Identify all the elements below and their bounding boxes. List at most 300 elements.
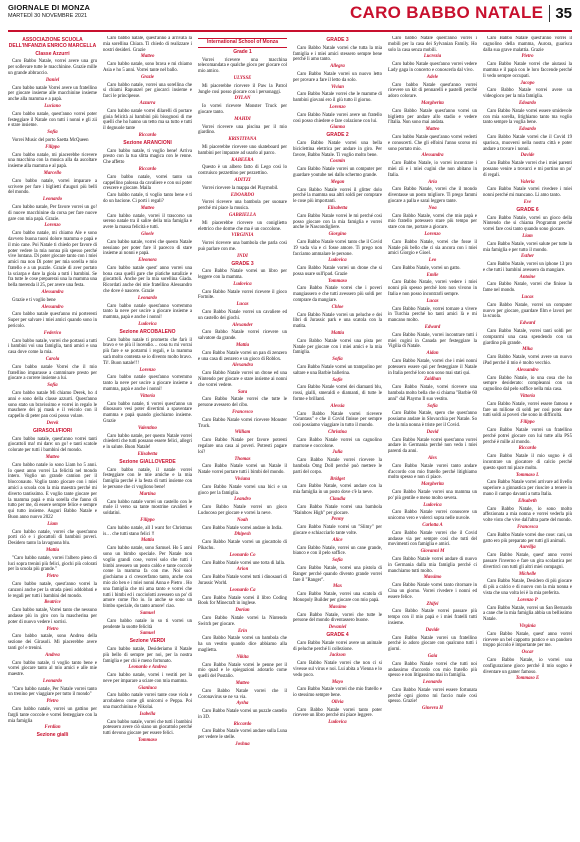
letter-signature: Tommaso L	[515, 472, 540, 478]
letter-text: Caro Babbo Natale vorrei un puzzle castello in 3D.	[198, 709, 287, 720]
letter-text: Caro babbo natale, mi chiamo Ale e sono davvero buona tuoni dolore mamma e papà e il mio cane. Poi Natale ti chiedo per favore di poter vedere la mia nonna più spesso perché vive lontana. Di poter giocare tanto con i miei amici ma non Di poter per mia sorella e mio fratello e a un puzzle. Grazie di aver portato la sciarpa e dare la gioia a tutti i bambini. Se fra tutte le cose preparerai una la mamma una bella merenda il 25, per avere una festa.	[8, 231, 97, 289]
letter-text: Caro babbo natale Mi chiamo Derek, ho 4 anni e sono della classe azzurri. Quest'anno sono stato un bravissimo e vorrei in regalo le maschere dei pj mask e il veicolo con il cappello di peter pan così posso volare.	[8, 391, 97, 420]
letter-signature: Carlotta A	[422, 522, 443, 528]
letter-text: Caro Babbo Natale vorrei una bici e un gioco per la famiglia.	[198, 484, 287, 496]
letter-text: Caro Babbo Natale vorrei ricevere Monster Truck.	[198, 417, 287, 429]
letter-text: Caro Babbo Natale vorrei un Natale il Natale vorrei portare tutti i bimbi del mondo.	[198, 464, 287, 476]
letter-text: Caro Babbo Natale, vorrei un computer nuovo per giocare, guardare film e lavori per la scuola.	[483, 302, 572, 320]
letter-signature: Davide	[520, 153, 535, 159]
letter-signature: Grazie	[140, 74, 155, 80]
letter-signature: Ginevra H	[422, 706, 443, 712]
letter-text: Caro Babbo Natale vorrei tanto andare d'accordo con mio fratello perché litighiamo molto spesso e non ci piace.	[388, 463, 477, 481]
letter-signature: Vivian	[331, 84, 344, 90]
letter-text: Caro Babbo Natale vorrei le mi perché così posso giocare con la mia famiglia e vorrei anche le Nascondigliere.	[293, 213, 382, 231]
letter-text: Caro babbo natale, ti voglio tanto bene e vorrei giocare tanto al mio amici e alle mie maestre.	[8, 660, 97, 678]
letter-signature: Edward	[424, 325, 441, 331]
letter-signature: Sofia	[427, 403, 438, 409]
letter-text: Vorrei ricevere una bambola per suonare perché mi piace la musica.	[198, 200, 287, 212]
letter-text: Caro Babbo Natale vorrei la Nintendo Switch per giocare.	[198, 615, 287, 627]
letter-signature: Matteo	[140, 54, 155, 60]
letter-signature: Ludovica	[138, 322, 157, 328]
letter-text: Caro Babbo Natale vorrei una bambola "Rainbow High" per giocare.	[293, 504, 382, 516]
column-6	[483, 36, 572, 836]
letter-text: Caro Babbo Natale vorrei che il Coronavirus se ne va via.	[198, 688, 287, 700]
letter-signature: Vittoria	[520, 394, 535, 400]
letter-signature: Chloe	[331, 304, 344, 310]
letter-text: Caro Babbo Natale vorrei che i miei parenti possano venire a trovarci e mi portino un po' di regali.	[483, 161, 572, 178]
letter-signature: Leonardo	[42, 678, 63, 684]
letter-signature: Bridget	[330, 476, 345, 482]
letter-signature: Penny	[331, 517, 344, 523]
letter-signature: Lorenzo P	[517, 597, 538, 603]
letter-signature: VIRGINIA	[231, 233, 254, 239]
group-heading: Sezione ARANCIONI	[123, 139, 172, 146]
letter-text: Caro Babbo Natale vorrei essere fortunata perché ogni giorno mi faccio male così spesso. Grazie!	[388, 687, 477, 705]
letter-signature: Dorian	[235, 608, 250, 614]
letter-signature: Luciano	[44, 103, 61, 109]
letter-text: "Caro babbo natale, Per Natale vorrei tanto un trenino per viaggiare per tutto il mondo"	[8, 686, 97, 698]
letter-text: Caro Babbo Natale vorrei un fratellino perché io adoro giocare con qualcuno tutti i giorni.	[388, 635, 477, 653]
letter-signature: Matteo	[235, 680, 250, 686]
letter-text: Caro Babbo Natale per favore potresti regalare una casa ai poveri. Potresti pagare loi?	[198, 438, 287, 455]
letter-text: Caro Babbo Natale vorrei che il Covid 19 sparisca, muoversi nella nostra città e poter andare a trovare i nonni.	[483, 134, 572, 152]
letter-signature: Julia	[332, 450, 343, 456]
group-heading: GIRASOLI/FIORI	[33, 427, 72, 434]
letter-text: Caro Babbo Natale vorrei andare sulla Luna per vedere le stelle.	[198, 729, 287, 741]
letter-signature: Francesco	[232, 410, 253, 416]
letter-text: Caro Babbo Natale il mio sogno è di incontrare un giocatore di calcio perché questo sport mi piace molto.	[483, 454, 572, 471]
letter-text: Caro Babbo Natale vorrei un drone che si possa usare sull'ipad. Grazie	[293, 266, 382, 277]
letter-text: Caro Babbo Natale vorrei le penne per il mio quad e le spiegazioni adorarlo come quelli del Postalio.	[198, 662, 287, 680]
letter-text: Caro Babbo Natale, vorrei un cane grande, bianco e con il pelo soffice.	[293, 545, 382, 557]
letter-signature: Mattia	[330, 331, 345, 337]
letter-signature: Lorenzo	[424, 231, 441, 237]
letter-signature: Massimo	[423, 575, 442, 581]
letter-text: Caro Babbo Natale vorrei avere un animale di peluche perché li collezione.	[293, 640, 382, 652]
letter-text: Caro Babbo Natale vorrei une torta di lalla.	[202, 560, 286, 566]
letter-text: Caro babbo natale, ti voglio tanto bene e ti do un bacione. Ci porti i regali?	[103, 193, 192, 204]
letter-text: Caro babbo natale quest'anno vorremmo tanto la neve per uscire a giocare insieme a mamma, papà e anche i nonni!	[103, 375, 192, 393]
letter-text: Caro babbo natale, vorrei una sorellina che si chiami Rapunzel per giocarci insieme e farci le principesse.	[103, 82, 192, 100]
letter-text: Caro Babbo Natale, io sono molto affezionata a mia nonna e vorrei vederla più volte visto che vive dall'altra parte del mondo.	[483, 506, 572, 524]
letter-signature: Devaniel	[328, 625, 347, 631]
letter-text: Caro Babbo Natale, vorrei una scatola di Monopoly Builder per giocare con mio papà.	[293, 592, 382, 603]
letter-text: Caro babbo natale, vorrei un gattino per fargli tante coccole e vorrei festeggiare con la mia famiglia	[8, 707, 97, 724]
group-heading: Sezione ARCOBALENO	[119, 328, 176, 335]
letter-signature: Francesca	[517, 524, 538, 530]
letter-signature: Matteo	[45, 455, 60, 460]
letter-signature: Leonardo Ca	[229, 587, 256, 593]
letter-text: Caro Babbo Natale, quest' anno vorrei passare l'inverno e fare un gita scolastica per divertirci con tutti gli altri miei compagni.	[483, 553, 572, 570]
letter-signature: Virginia	[519, 623, 536, 629]
letter-signature: Jacopo	[520, 80, 535, 86]
letter-text: Caro Babbo Natale, vorrei avere un nuovo iPad perché il mio è molto vecchio.	[483, 355, 572, 367]
letter-signature: Elisabetta	[137, 452, 158, 457]
letter-text: Questo è un albero fatto di Lego così lo costruisco pezzettino per pezzettino.	[198, 165, 287, 177]
letter-signature: Alessandra	[421, 153, 444, 159]
letter-text: Caro babbo natale, sono Andrea della sezione dei Girasoli. Mi piacerebbe avere tanti go! e trenini.	[8, 634, 97, 651]
group-heading: Sezione gialli	[36, 732, 69, 739]
letter-signature: Max	[332, 584, 343, 590]
letter-signature: Edoardo	[518, 100, 537, 106]
letter-text: Caro Babbo Natale vorrei un computer per guardare youtube nei dallo schermo grande.	[293, 167, 382, 178]
letter-text: Caro Babbo Natale vorrei essere smidevole con mia sorella, litighiamo tanto ma voglio tanto sempre la voglia bene.	[483, 108, 572, 126]
letter-signature: KRISTIYANA	[228, 137, 257, 143]
letter-signature: KABEERA	[231, 157, 254, 163]
letter-text: Caro Babbo Natale vorrei che tutte le persone avessero del cibo.	[198, 397, 287, 409]
letter-text: Caro Babbo Natale, quest' anno vorrei ricevere un bel cappotto pratico e un pandoro troppo piccolo è importante per me.	[483, 631, 572, 649]
letter-text: Caro Babbo Natale, vorrei incontrare tutti i miei cugini in Canada per festeggiare la Vigilia di Natale.	[388, 332, 477, 350]
letter-signature: Giovanni M	[420, 549, 445, 555]
letter-text: Caro Babbo Natale vorrei il glitter dolo perché la mamma usa altri soldi per comprare le cose più importanti.	[293, 187, 382, 205]
letter-text: Caro Babbo Natale vorrei ricevere un salvatore da grande.	[198, 330, 287, 342]
letter-signature: Mika	[522, 347, 533, 353]
letter-text: Caro Babbo Natale vorrei avere un fratello così posso chiedere e fare colazione con lui.	[293, 112, 382, 124]
letter-signature: Zhifei	[426, 601, 439, 607]
letter-text: Caro Babbo Natale vorrei ricevere "Grantass" e che il Covid finisse per sempre così possiamo viaggiare in tutto il mondo.	[293, 411, 382, 429]
letter-text: Caro Babbo Natale vorrei tanto ritornare in Cina un giorno. Vorrei rivedere i nonni ed essere felice.	[388, 583, 477, 600]
letter-signature: Ferdian	[44, 725, 61, 731]
letter-signature: Mayo	[331, 679, 344, 685]
letter-signature: GABRIELLA	[228, 212, 257, 218]
letter-signature: Mattia	[45, 547, 60, 553]
letter-signature: Jackson	[329, 653, 346, 659]
section-banner	[350, 3, 572, 23]
letter-text: Caro babbo natale, quest'anno vorrei poter festeggiare il Natale con tutti i nonni e gli zii e stare insieme.	[8, 111, 97, 129]
letter-signature: David	[426, 429, 439, 435]
letter-signature: Ludovica	[328, 258, 347, 264]
letter-text: Caro babbo natale, il natale vorrei festeggiare con le mie amiche e la mia famiglia perché è la festa di tutti insieme con le persone che ci vogliono bene!	[103, 467, 192, 490]
letter-signature: Aidan	[426, 351, 439, 357]
letter-signature: Edward	[519, 321, 536, 327]
letter-text: Caro babbo natale, sono brava e mi chiamo Asia e ho 5 anni. Vorrei tante nel ballo.	[103, 62, 192, 73]
letter-signature: Tommaso	[137, 738, 157, 744]
letter-text: Caro babbo natale, quest'anno vorrei la canzoni anche per la strada pieni addobbati e le regali per tutti i bambini del mondo.	[8, 581, 97, 599]
letter-signature: Ludovica	[423, 502, 442, 508]
letter-signature: Arion	[236, 567, 249, 573]
letter-text: Caro Babbo Natale, spero che quest'anno possiamo andare in Slovacchia per Natale. So che la mia nonna è triste per il Covid.	[388, 411, 477, 429]
letter-text: Caro Babbo Natale vorrei un bambola che ha un vestito quando dice abbiamo alla maglietta.	[198, 636, 287, 653]
letter-signature: DYLAN	[234, 96, 251, 102]
letter-signature: Lorenzo	[139, 367, 156, 373]
letter-signature: Pietro	[46, 699, 59, 705]
letter-text: Caro Babbo Natale vorrei che mio fratello e io stessimo sempre bene.	[293, 687, 382, 699]
letter-text: Vorrei ricevere la mappa del Playmobil.	[202, 185, 279, 191]
letter-signature: Matteo	[140, 205, 155, 211]
letter-signature: Emile	[426, 272, 439, 278]
letter-signature: Alessandro	[41, 304, 64, 310]
masthead	[8, 3, 90, 19]
letter-signature: Aria	[428, 179, 437, 185]
column-3	[198, 36, 287, 836]
letter-signature: Sara	[237, 389, 248, 395]
letter-text: Caro Babbo Natale vorrei un nuovo letto per provare a fare il letto da solo.	[293, 71, 382, 83]
letter-text: Caro babbo natale quest'anno mi porteresti Super per salvare i miei amici quando sono in pericolo.	[8, 312, 97, 330]
letter-text: Caro Babbo Natale, vorrei che finisse la fame nel mondo.	[483, 282, 572, 294]
letter-text: Caro Babbo Natale, vorrei un iphone 13 pro e che tutti i bambini avessero da mangiare.	[483, 262, 572, 273]
letter-signature: Pietro	[521, 54, 534, 60]
newspaper-name: GIORNALE DI MONZA	[8, 3, 91, 12]
letter-text: Caro babbo natale, vorrei imparare a scrivere per fare i biglietti d'auguri più belli del mondo.	[8, 178, 97, 196]
letter-signature: Tommaso	[327, 278, 347, 284]
letter-text: Caro Babbo Natale vorrei un "Slimy" per giocare e schiacciarlo tante volte.	[293, 525, 382, 536]
letter-text: Caro Babbo Natale vorrei ricevere il gioco Fortnite.	[198, 289, 287, 301]
letter-signature: Beatrice	[44, 600, 61, 606]
group-heading: Sezione GIALLOVERDE	[119, 458, 176, 465]
letter-signature: Antoine	[519, 274, 536, 280]
header-rule	[8, 30, 572, 32]
letter-text: Caro babbo natale, vorrei tanto un cappellino palossa da cavaliere e con sui poter crescere e giocare. Maila	[103, 174, 192, 192]
letter-text: Caro Babbo Natale vorrei che il Covid andasse via per sempre così che tutti del movimenti con famiglia e amici.	[388, 530, 477, 548]
letter-text: Caro Babbo Natale vorrei un peluche e dei libri di Jurassic park e una scatola con la matita.	[293, 312, 382, 330]
letter-text: Vorrei ricevere una macchina telecomandata e qualche gioco per giocare col mio amico.	[198, 57, 287, 75]
letter-signature: Margherita	[421, 482, 444, 488]
letter-text: Caro Babbo Natale, vorrei essere famoso e fare un milione di soldi per così poter dare tutti soldi ai poveri che sono in difficoltà.	[483, 401, 572, 419]
letter-signature: Dhipesh	[234, 532, 251, 538]
letter-signature: Alessandra	[41, 290, 64, 296]
letter-signature: Riccardo	[518, 446, 537, 452]
letter-text: Caro babbo natale, Vorrei tanto che nessuno andasse più in giro con la mascherina per poter di nuovo vedere i sorrisi.	[8, 608, 97, 625]
letter-text: Caro Babbo Natale, io vorrei incontrare i miei zii e i miei cugini che non abitano in Italia.	[388, 161, 477, 178]
letter-signature: Riccardo	[138, 166, 157, 172]
letter-signature: MAHDI	[234, 116, 251, 122]
letter-signature: Olivia	[331, 699, 344, 705]
letter-text: Caro babbo natale, per questo Natale vorrei chiederti che tutti possano essere felici, allegri e in salute. Buon Natale!	[103, 433, 192, 451]
letter-signature: Leonardo	[422, 680, 443, 686]
letter-signature: Claudia	[329, 496, 346, 502]
letter-text: Caro Babbo Natale vorrei conoscere un unicorno vero e volerci sopra nelle nuvole.	[388, 510, 477, 522]
letter-text: Caro Babbo Natale vorrei un fratellino perché potrei giocare con lui tutte alla PS5 perché è mille al mondo.	[483, 428, 572, 445]
letter-text: Caro Babbo Natale vorrei che aiutassi la mamma e il papà con le loro faccende perché li vedo sempre occupati.	[483, 62, 572, 79]
letter-signature: Sofia	[332, 357, 343, 363]
column-5	[388, 36, 477, 836]
letter-text: Vorrei ricevere una piscina per il mio giardino.	[198, 124, 287, 136]
letter-signature: Alice	[332, 537, 343, 543]
letter-signature: Riccardo	[233, 721, 252, 727]
letter-text: Caro Babbo Natale vorrei arrivare ad livello superiore a ginnastica per riuscire a tenere in mano il campo davanti a tutta Italia.	[483, 480, 572, 497]
letter-text: Caro Babbo Natale vorrei che le mamme di bambini giovani ero il giù tutto il giorno.	[293, 92, 382, 104]
letter-text: Caro Babbo Natale, Desidero di più giocare di più a calcio e di nuovo con la mia nonna e vista che una volta lei è la mia preferita.	[483, 579, 572, 596]
letter-signature: Oscar	[521, 650, 534, 656]
letter-signature: Valentino	[138, 425, 157, 431]
letter-signature: Tommaso E	[515, 676, 540, 682]
letter-text: Caro Babbo Natale, vorrei avere una gru per sollevare tutte le macchinine. Grazie mille un grande abbraccio.	[8, 59, 97, 76]
letter-text: Caro Babbo Natale vorrei avere un videogioco per la mia famiglia.	[483, 88, 572, 100]
letter-text: Caro Babbo Natale, vorrei salute per tutte la mia famiglia e per tutto il mondo.	[483, 241, 572, 253]
letter-signature: ULYSSE	[233, 75, 252, 81]
letter-text: Caro Babbo Natale quest'anno vorrei il cagnolino della mamma, Aurora, guarisca dalla sua grave malattia. Grazie	[483, 36, 572, 53]
letter-signature: Eleonora	[138, 258, 157, 264]
letter-text: Caro Babbo Natale, vorrei che mio papà e mio fratello potessero stare più tempo per stare con me, portare a giocare.	[388, 213, 477, 231]
letter-text: Caro babbo natale, quest'anno vorrei tanti giocattoli ma! mi dare: un go! e tanti scatole colorate per tutti i bambini del mondo.	[8, 436, 97, 454]
letter-signature: Leonardo	[42, 197, 63, 203]
group-heading: GRADE 2	[326, 132, 349, 139]
letter-signature: Nikita	[236, 654, 249, 660]
letter-text: Caro babbo natale, vorrei che quest'anno porti ciò e i giocattoli di bambini poveri. Desidero tanto la lavagnona blu.	[8, 529, 97, 547]
letter-signature: Isabella	[139, 711, 156, 717]
letter-text: Caro Babbo Natale, vorrei una pistola di Ranger perché quando divento grande vorrei fare il "Ranger".	[293, 565, 382, 583]
letter-signature: Gioele	[141, 231, 154, 237]
letter-text: Caro Babbo Natale, vorrei ricevere una bambola molto bella che si chiama "Barbie 60 anni" dal Playmo Il suo vestito.	[388, 385, 477, 402]
letter-signature: Mattia	[140, 538, 155, 544]
letter-signature: Gaia	[427, 653, 438, 659]
letter-signature: Elisabetta	[327, 205, 348, 211]
letter-signature: Alessandro	[516, 367, 539, 373]
letter-text: Caro Babbo Natale vorrei un cavaliere ed un castello dei giochi.	[198, 310, 287, 321]
letter-signature: Daniel	[45, 77, 60, 83]
letter-text: Caro Babbo Natale vorrei un drone ed una Nintendo per giocare e stare insieme ai nonni che vorrei vedere.	[198, 371, 287, 388]
letter-text: Caro Babbo Natale, vorrei andare con la mia famiglia in un posto dove c'è la neve.	[293, 484, 382, 496]
letter-text: Caro Babbo Natale vorrei un gioco Ludocoso per giocare e vorrei la neve.	[198, 505, 287, 516]
letter-text: Caro babbo Natale quest'anno vorrei vederti e conoscerti. Che gli elfoini l'anno scorso mi sono portato mio.	[388, 134, 477, 152]
letter-text: Caro Babbo Natale, vorrei un gioco della Nintendo che si chiama Programm perché vorrei fare cosi tanto quando sono giocare.	[483, 215, 572, 233]
letter-text: Caro babbo natale, vorrei che portassi a tutti i bambini voi una famiglia, tanti amici e una casa dove come la mia.	[8, 338, 97, 356]
group-heading: Sezione VERDI	[129, 638, 166, 645]
group-heading: Classe Azzurri	[35, 50, 70, 57]
letter-signature: Allegra	[330, 64, 345, 70]
letter-text: Caro babbo natale quest' anno vorrei una bona casa quelli gare che piatiche natalizie e giocattoli. Anche per la mia sorellina Giada. Ricordati anche dei mie fratellino Alessandro che dove è nascere. Grazie	[103, 265, 192, 295]
letter-signature: Leonardo	[137, 295, 158, 301]
letter-text: Caro babbo natale, mi piacerebbe ricevere una macchina con la musica alla da ascoltare insieme alla mamma e al papà.	[8, 152, 97, 170]
letter-text: Caro babbo natale io so ti vorrei un pendente la suotte felicità	[103, 618, 192, 630]
letter-text: Caro Babbo Natale vorrei un libro per leggere con la mamma.	[198, 269, 287, 281]
letter-text: Caro Babbo Natale vorrei un cagnolino marrone e coccolone.	[293, 437, 382, 449]
letter-signature: Derek	[46, 421, 59, 427]
letter-signature: ADITZI	[234, 177, 251, 183]
letter-signature: Gianna	[330, 125, 345, 131]
letter-text: Caro Babbo Natale vorrei che i poveri mangiassero e che tutti avessero più soldi per comprare da mangiare.	[293, 286, 382, 304]
letter-text: Caro babbo natale, ti vorrei quest'anno un dinosauro vesi poter divertimi a spaventare mamma e papà quando giochiamo insieme. Grazie	[103, 401, 192, 425]
letter-text: Caro babbo natale vorrei un castello con le mole il verso sa tante mostrine cavalieri e soldatini.	[103, 499, 192, 517]
letter-text: Caro babbo natale quest'anno vorremmo tanto la neve per uscire a giocare insieme a mamma, papà e anche i nonni!	[103, 303, 192, 321]
letter-signature: Gianluca	[138, 685, 157, 691]
letter-signature: Erin	[237, 628, 248, 634]
letter-signature: Federico	[43, 330, 62, 336]
letter-text: Caro Babbo Natale, io una cosa che ho sempre desiderato: compleanni con un cagnolino dal pelo soffice nella mia casa.	[483, 375, 572, 393]
letter-signature: Elisabeth	[518, 498, 537, 504]
letter-signature: Lorenzo	[44, 223, 61, 229]
section-title: CARO BABBO NATALE	[349, 3, 544, 22]
letter-text: Caro babbo Natale quest'anno vorrei vedere Lady gaga in concerto e conoscerla dal vivo.	[388, 62, 477, 73]
letter-text: Caro Babbo Natale, vorrei un San Bernardo a cane che la mia famiglia abbia un bellissimo Natale.	[483, 605, 572, 623]
letter-signature: Riccardo	[138, 132, 157, 138]
letter-signature: Megan	[330, 179, 345, 185]
letter-signature: Andrea	[45, 652, 60, 658]
letter-text: Caro Babbo Natale quest'anno vorrei un biglietto per andare allo stadio e vedere l'Italia. Non sono mai andata.	[388, 108, 477, 126]
letter-signature: Samuel	[140, 610, 155, 616]
letter-text: Caro Babbo Natale, vorrei tornare a vivere in Turchia perché ho tanti amici là e mi mancano molto.	[388, 306, 477, 324]
letter-text: Mi piacerebbe ricevere un coniglietto elettrico che dorme che ma è un coccolone.	[198, 220, 287, 232]
page-header	[0, 0, 580, 32]
letter-signature: Michelle	[518, 571, 537, 577]
letter-text: Vorrei Music del porto Saetta McQueen	[12, 137, 89, 143]
letter-text: Caro Babbo Natale vorrei andare in India.	[202, 525, 283, 531]
letter-text: Caro babbo natale ti prometto che farò il bravo e ve più il incendio… cosa tu mi vorrai più fare e se portarmi i regali, e la mamma sarà molto contenta se io divento molto bravo. Ti!. Buon natale!!!	[103, 337, 192, 366]
letter-text: Caro Babbo Natale, vorrei che il mondo diventasse un posto migliore. Ti prego fammi giocare a palla e sarai leggero tante.	[388, 187, 477, 204]
letter-signature: Edoardo	[518, 127, 537, 133]
letter-signature: Valeria	[520, 179, 535, 185]
group-heading: GRADE 3	[326, 37, 349, 43]
letter-signature: Eve	[523, 199, 532, 205]
group-heading: Grade 1	[233, 48, 252, 55]
column-4	[293, 36, 382, 836]
letter-signature: Sofia	[332, 558, 343, 564]
letter-text: Caro Babbo Natale vorrei un trampolino per saltare e una Barbie ballerina.	[293, 365, 382, 376]
letter-text: Caro Babbo Natale vorrei un giocattolo di Pikachu.	[198, 540, 287, 551]
letter-signature: Lorenzo	[329, 104, 346, 110]
letter-text: Caro babbo natale, vorrei che tutti i bambini potessero avere ciò siano un giocattolo perché tutti devono giocare per essere felici.	[103, 719, 192, 737]
letter-signature: Matteo	[425, 127, 440, 133]
letter-signature: Alexander	[232, 322, 253, 328]
letter-signature: EDOARDO	[230, 192, 255, 198]
letter-text: Caro babbo natale, quest'anno a arrivata la mia sorellina Chiara. Ti chiedo di realizzare i nostri desideri. Grazie	[103, 36, 192, 53]
letter-signature: Giorgino	[328, 232, 347, 238]
letter-signature: Liam	[522, 233, 533, 239]
letter-signature: Thomas	[234, 456, 251, 462]
letter-text: Caro babbo natale, vorrei che questo Natale nessiano per poter fare il pacecco di stare insieme ai nonni e papà.	[103, 239, 192, 257]
letter-signature: Margherita	[421, 100, 444, 106]
letter-text: Caro Babbo Natale vorrei che tutti noi andassimo d'accordo con mio fratello più spesso e non litigassimo mai in famiglia.	[388, 661, 477, 679]
letter-signature: Davide	[425, 627, 440, 633]
letter-signature: Christina	[328, 430, 347, 436]
group-heading: GRADE 3	[231, 260, 254, 267]
letter-signature: Filippo	[520, 420, 535, 426]
letter-text: Caro babbo natale Vorrei che il mio fratellino imparasse a camminare presto per giocare a correre insieme a lui.	[8, 364, 97, 382]
letter-text: Caro babbo natale, sono Samuel. Ho 5 anni sono un bimbo speciale. Per Natale non voglio grandi cose, vorrei solo che tutti i bimbi avessero un posto caldo e tante coccole come la mamma fa con me. Noi suoi giochiamo a ci crescerfamo tanto, anche con mio zio ben e i miei nonni Anna e Pietro . Ho una famiglia che mi ama tanto e vorrei che tutti i bimbi ed i cucciolotti avessero un po' di amore come l'ho io. Io anche se sono un bimbo speciale, do tanto amore! ciao.	[103, 546, 192, 610]
letter-signature: Sofia	[47, 383, 58, 389]
letter-text: Caro babbo natale, Per favore vorrei un go! di nuove macchinine da corsa per fare nuove gare con mia papà. Grazie.	[8, 204, 97, 222]
letter-signature: Lucas	[236, 302, 249, 308]
letter-text: Caro Babbo Natale, vorrei vedere i miei nonni più spesso perché loro non vivono in Italia e non posso incontrarli sempre.	[388, 280, 477, 298]
group-heading: GRADE 4	[326, 631, 349, 638]
letter-signature: Viviana	[234, 477, 251, 482]
letter-signature: Vittoria	[140, 393, 155, 399]
letter-text: Caro babbo natale io sono Liam ho 5 anni. Io quest anno vorrei La felicità nel mondo intero. Voglio un grande camion per il blocconauto. Voglio tanto giocare con i miei amici a scuola con la mia maestra perché mi diverto tantissimo. E voglio tante giocare per la mamma papà e mia sorella che fanno di tutto per me, di essere sempre felice e sempre qui tutto insieme. Auguri Babbo Natale e Buon anno nuovo 2022	[8, 462, 97, 520]
letters-columns	[8, 36, 572, 836]
letter-signature: INDI	[237, 253, 248, 259]
letter-text: Caro Babbo Natale, io vorrei una configurazione gioco perché il mio sogno è diventare un gamer famoso.	[483, 657, 572, 675]
letter-signature: Liam	[47, 521, 58, 527]
letter-text: Caro Babbo Natale vorrei che tutta la mia famiglia e i miei amici stessero sempre bene perché li amo tanto.	[293, 45, 382, 63]
letter-text: Caro babbo Natale quest'anno vorrei ricevere un kit di pennarelli e pastelli perché adoro colorare.	[388, 82, 477, 100]
letter-signature: Ludovica	[233, 281, 252, 287]
letter-signature: Lucas	[426, 298, 439, 304]
letter-text: Caro Babbo Natale vorrei quest'anno vorrei andare in Germania perché non vedo i miei parenti da anni.	[388, 437, 477, 455]
letter-text: Caro Babbo Natale vorrei ricevere la bambola Omg Doll perché può mettere le parti del corpo.	[293, 458, 382, 475]
group-heading: International School of Monza	[198, 38, 287, 48]
letter-signature: Aurelija	[519, 545, 536, 551]
letter-signature: Massimo	[328, 604, 347, 610]
group-heading: ASSOCIAZIONE SCUOLA DELL'INFANZIA ENRICO MARCELLA	[8, 37, 97, 49]
letter-signature: Zaidhan	[424, 377, 441, 383]
letter-signature: Pietro	[46, 626, 59, 632]
letter-text: Caro Babbo Natale vorrei rivedere i miei nonni perché mi mancano. Li amo tanto.	[483, 187, 572, 199]
letter-text: Caro Babbo Natale, vorrei che fosse il Natale più bello che ci sia ancora con i miei amici Giorgio e Gioel.	[388, 239, 477, 257]
letter-signature: Ludovica	[328, 720, 347, 726]
letter-signature: Alessia	[330, 403, 345, 409]
letter-text: Caro babbo Natale quest'anno vorrei i mobili per la casa dei Sylvanian Family. Ho solo la casa senza mobili.	[388, 36, 477, 53]
letter-text: Vorrei ricevere una bambola che parla così può parlare con me.	[198, 241, 287, 252]
letter-signature: Carola	[45, 357, 60, 363]
letter-signature: Sofie	[332, 377, 343, 383]
letter-text: Caro Babbo Natale, vorrei che tutte le persone del mondo diventassero buone.	[293, 612, 382, 624]
letter-signature: Filippo	[140, 517, 155, 523]
letter-text: Caro babbo natale vorrei dilarelli di portare gioia felicità ai bambini più bisognosi di me quelli che ho hanno un tetto ma sa tutto e tutti il degnuole tante	[103, 108, 192, 132]
letter-text: Caro Babbo Natale vorrei tutti i dinosauri di Jurassic World.	[198, 575, 287, 586]
letter-text: Caro babbo natale, vorrei il trascorso un sereno natale tra il salire della mia famiglia e avere la massa felicità e tutti.	[103, 213, 192, 231]
letter-signature: Lucrezia	[423, 54, 442, 60]
letter-signature: Adele	[426, 74, 439, 80]
